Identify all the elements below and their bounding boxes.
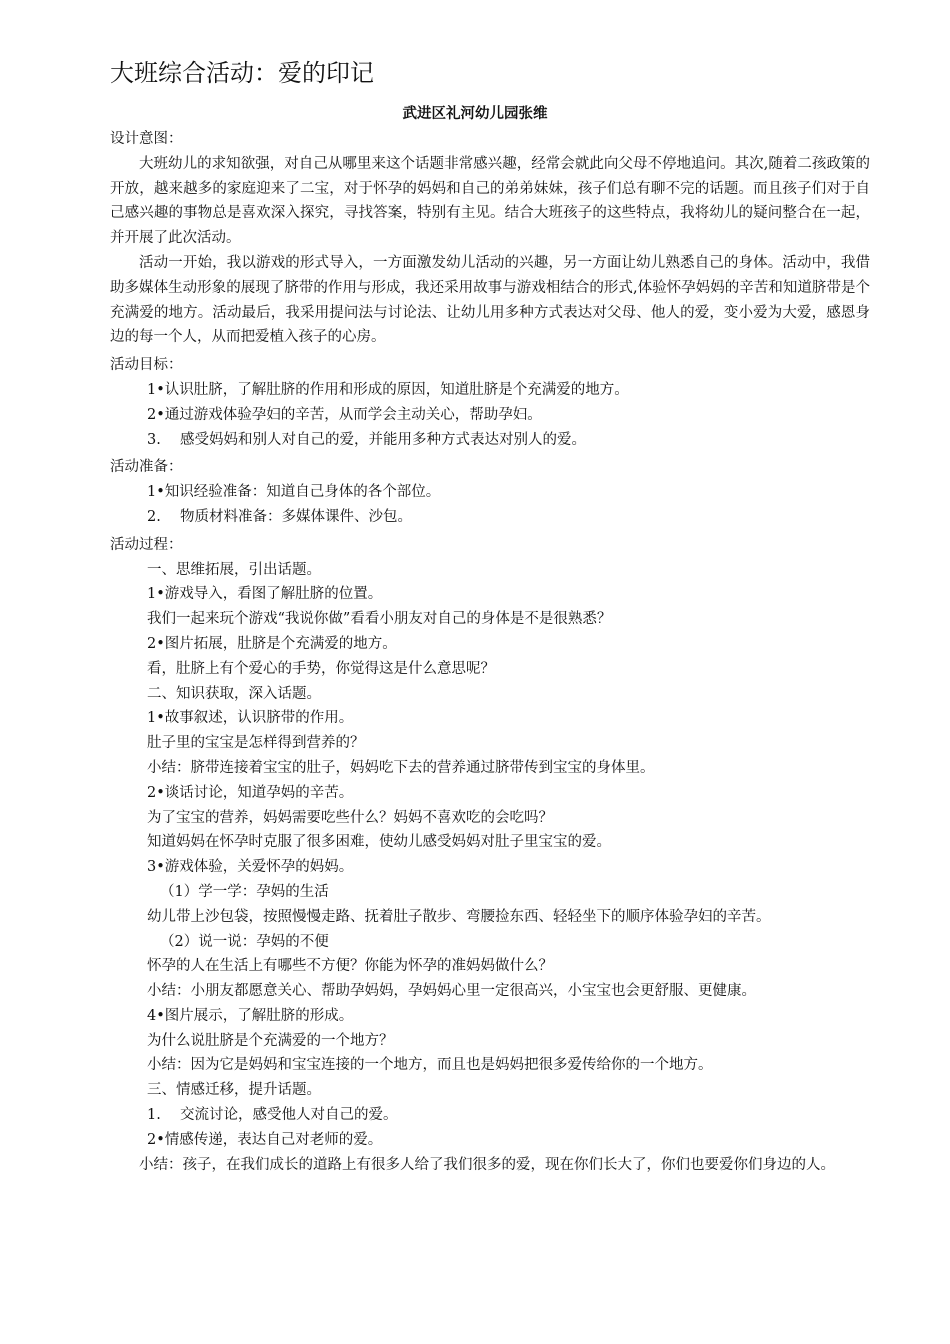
process-line: 三、情感迁移，提升话题。 xyxy=(147,1082,321,1099)
process-line: 小结：小朋友都愿意关心、帮助孕妈妈，孕妈妈心里一定很高兴，小宝宝也会更舒服、更健康。 xyxy=(147,983,756,1000)
process-line: 3•游戏体验，关爱怀孕的妈妈。 xyxy=(147,859,354,876)
process-line: 幼儿带上沙包袋，按照慢慢走路、抚着肚子散步、弯腰捡东西、轻轻坐下的顺序体验孕妇的辛苦。 xyxy=(147,908,771,925)
process-line: 看，肚脐上有个爱心的手势，你觉得这是什么意思呢？ xyxy=(147,660,495,677)
process-line: 肚子里的宝宝是怎样得到营养的？ xyxy=(147,735,365,752)
goals-heading: 活动目标： xyxy=(110,357,183,374)
prep-heading: 活动准备： xyxy=(110,459,183,476)
process-line: 2•情感传递，表达自己对老师的爱。 xyxy=(147,1131,383,1148)
goal-item: 1•认识肚脐，了解肚脐的作用和形成的原因，知道肚脐是个充满爱的地方。 xyxy=(147,381,629,398)
process-line: 小结：脐带连接着宝宝的肚子，妈妈吃下去的营养通过脐带传到宝宝的身体里。 xyxy=(147,759,655,776)
process-line: 一、思维拓展，引出话题。 xyxy=(147,561,321,578)
process-line: 2•谈话讨论，知道孕妈的辛苦。 xyxy=(147,784,354,801)
process-line: 为了宝宝的营养，妈妈需要吃些什么？妈妈不喜欢吃的会吃吗？ xyxy=(147,809,553,826)
process-line: 4•图片展示，了解肚脐的形成。 xyxy=(147,1007,354,1024)
document-title: 大班综合活动：爱的印记 xyxy=(110,59,374,87)
process-line: 1. 交流讨论，感受他人对自己的爱。 xyxy=(147,1107,398,1124)
goal-item: 3. 感受妈妈和别人对自己的爱，并能用多种方式表达对别人的爱。 xyxy=(147,431,586,448)
process-line: 小结：因为它是妈妈和宝宝连接的一个地方，而且也是妈妈把很多爱传给你的一个地方。 xyxy=(147,1057,713,1074)
design-paragraph-2: 活动一开始，我以游戏的形式导入，一方面激发幼儿活动的兴趣，另一方面让幼儿熟悉自己的身体。活动中，我借助多媒体生动形象的展现了脐带的作用与形成，我还采用故事与游戏相结合的形式,体验怀孕妈妈的辛苦和知道脐带是个充满爱的地方。活动最后，我采用提问法与讨论法、让幼儿用多种方式表达对父母、他人的爱，变小爱为大爱，感恩身边的每一个人，从而把爱植入孩子的心房。 xyxy=(110,254,870,346)
process-line: 1•游戏导入，看图了解肚脐的位置。 xyxy=(147,586,383,603)
prep-item: 1•知识经验准备：知道自己身体的各个部位。 xyxy=(147,484,441,501)
prep-item: 2. 物质材料准备：多媒体课件、沙包。 xyxy=(147,508,412,525)
process-line: 为什么说肚脐是个充满爱的一个地方？ xyxy=(147,1032,394,1049)
process-line: 二、知识获取，深入话题。 xyxy=(147,685,321,702)
design-heading: 设计意图： xyxy=(110,131,183,147)
process-line: 1•故事叙述，认识脐带的作用。 xyxy=(147,710,354,727)
process-line: 我们一起来玩个游戏“我说你做”看看小朋友对自己的身体是不是很熟悉？ xyxy=(147,611,612,628)
process-line: （1）学一学：孕妈的生活 xyxy=(160,883,329,900)
process-line: 知道妈妈在怀孕时克服了很多困难，使幼儿感受妈妈对肚子里宝宝的爱。 xyxy=(147,834,611,851)
closing-summary: 小结：孩子，在我们成长的道路上有很多人给了我们很多的爱，现在你们长大了，你们也要爱你们身边的人。 xyxy=(139,1156,835,1173)
process-line: 怀孕的人在生活上有哪些不方便？你能为怀孕的准妈妈做什么？ xyxy=(147,958,553,975)
author-line: 武进区礼河幼儿园张维 xyxy=(402,106,548,122)
design-paragraph-1: 大班幼儿的求知欲强，对自己从哪里来这个话题非常感兴趣，经常会就此向父母不停地追问。其次,随着二孩政策的开放，越来越多的家庭迎来了二宝，对于怀孕的妈妈和自己的弟弟妹妹，孩子们总有聊不完的话题。而且孩子们对于自己感兴趣的事物总是喜欢深入探究，寻找答案，特别有主见。结合大班孩子的这些特点，我将幼儿的疑问整合在一起，并开展了此次活动。 xyxy=(110,155,870,247)
goal-item: 2•通过游戏体验孕妇的辛苦，从而学会主动关心，帮助孕妇。 xyxy=(147,406,542,423)
process-heading: 活动过程： xyxy=(110,536,183,553)
document-body xyxy=(110,127,870,1177)
process-line: （2）说一说：孕妈的不便 xyxy=(160,933,329,950)
process-line: 2•图片拓展，肚脐是个充满爱的地方。 xyxy=(147,635,397,652)
